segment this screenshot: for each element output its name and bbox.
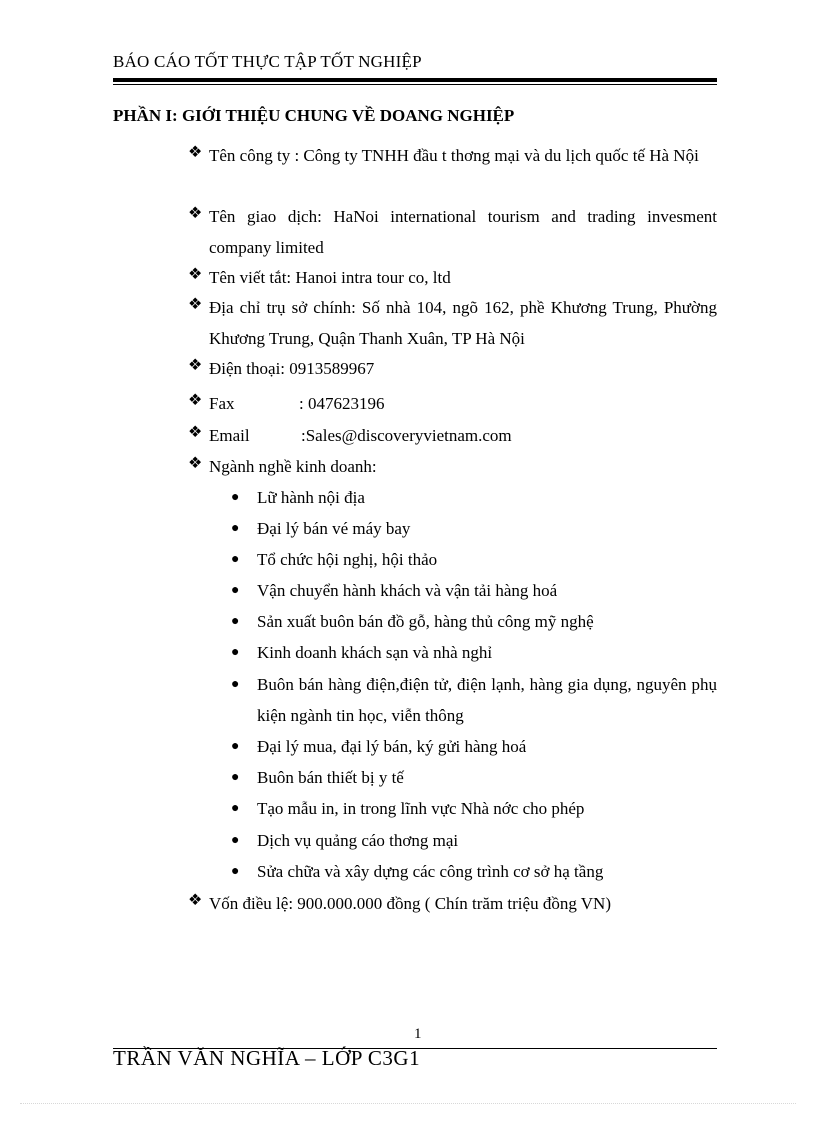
fax-row — [209, 388, 717, 419]
address-text: Địa chỉ trụ sở chính: Số nhà 104, ngõ 162, phề Khương Trung, Phường Khương Trung, Quận Thanh Xuân, TP Hà Nội — [209, 298, 717, 348]
four-diamond-icon: ❖ — [188, 392, 203, 409]
section-title: PHẦN I: GIỚI THIỆU CHUNG VỀ DOANG NGHIỆP — [113, 106, 515, 125]
bullet-dot-icon: ● — [231, 677, 240, 692]
four-diamond-icon: ❖ — [188, 144, 203, 161]
capital-text: Vốn điều lệ: 900.000.000 đồng ( Chín trăm triệu đồng VN) — [209, 894, 611, 913]
email-row — [209, 420, 717, 451]
email-label: Email — [209, 426, 250, 445]
four-diamond-icon: ❖ — [188, 266, 203, 283]
bullet-dot-icon: ● — [231, 801, 240, 816]
four-diamond-icon: ❖ — [188, 296, 203, 313]
page-footer: TRẦN VĂN NGHĨA – LỚP C3G1 — [113, 1046, 421, 1070]
bullet-dot-icon: ● — [231, 614, 240, 629]
four-diamond-icon: ❖ — [188, 892, 203, 909]
header-rule-thick — [113, 78, 717, 82]
four-diamond-icon: ❖ — [188, 455, 203, 472]
email-value: :Sales@discoveryvietnam.com — [301, 426, 512, 445]
bullet-dot-icon: ● — [231, 521, 240, 536]
short-name-text: Tên viết tắt: Hanoi intra tour co, ltd — [209, 268, 451, 287]
four-diamond-icon: ❖ — [188, 357, 203, 374]
bullet-dot-icon: ● — [231, 552, 240, 567]
company-name-text: Tên công ty : Công ty TNHH đầu t thơng mại và du lịch quốc tế Hà Nội — [209, 146, 699, 165]
header-rule-thin — [113, 84, 717, 85]
bullet-dot-icon: ● — [231, 833, 240, 848]
phone-text: Điện thoại: 0913589967 — [209, 359, 375, 378]
bullet-dot-icon: ● — [231, 645, 240, 660]
bullet-dot-icon: ● — [231, 864, 240, 879]
fax-label: Fax — [209, 394, 235, 413]
trade-name-text: Tên giao dịch: HaNoi international tourism and trading invesment company limited — [209, 207, 717, 257]
business-lines-heading: Ngành nghề kinh doanh: — [209, 457, 377, 476]
bullet-dot-icon: ● — [231, 490, 240, 505]
bullet-dot-icon: ● — [231, 770, 240, 785]
page-number: 1 — [414, 1026, 422, 1042]
fax-value: : 047623196 — [299, 394, 385, 413]
bullet-dot-icon: ● — [231, 739, 240, 754]
page-bottom-border — [20, 1103, 796, 1104]
four-diamond-icon: ❖ — [188, 424, 203, 441]
four-diamond-icon: ❖ — [188, 205, 203, 222]
page-header-title: BÁO CÁO TỐT THỰC TẬP TỐT NGHIỆP — [113, 52, 422, 71]
bullet-dot-icon: ● — [231, 583, 240, 598]
